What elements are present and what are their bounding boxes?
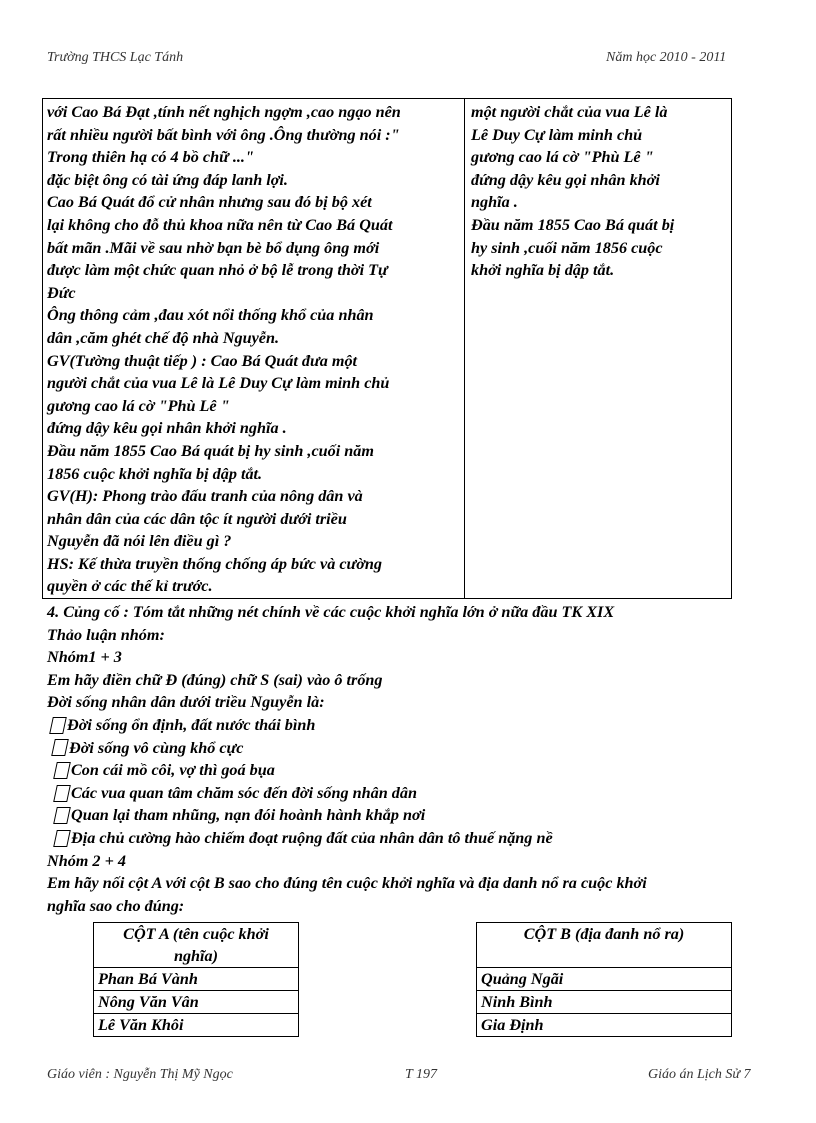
option-label: Quan lại tham nhũng, nạn đói hoành hành khắp nơi [71,806,426,825]
text-line: Cao Bá Quát đổ cử nhân nhưng sau đó bị bộ xét [47,193,372,212]
option-label: Địa chủ cường hào chiếm đoạt ruộng đất của nhân dân tô thuế nặng nề [71,828,553,847]
group-2-4-label: Nhóm 2 + 4 [47,851,126,870]
column-a-cell[interactable]: Lê Văn Khôi [94,1014,299,1037]
answer-box[interactable] [49,717,67,734]
option-label: Con cái mồ côi, vợ thì goá bụa [71,761,275,780]
answer-box[interactable] [51,739,69,756]
text-line: quyền ở các thế kỉ trước. [47,577,213,596]
column-a-header [94,923,299,968]
header-school-year: Năm học 2010 - 2011 [606,50,727,65]
option-row [47,804,787,827]
text-line: Đầu năm 1855 Cao Bá quát bị [471,215,675,234]
column-b-cell[interactable]: Ninh Bình [477,991,732,1014]
option-row [47,782,787,805]
text-line: đứng dậy kêu gọi nhân khởi [471,170,660,189]
option-row [47,714,787,737]
column-b-cell[interactable]: Quảng Ngãi [477,968,732,991]
column-a-header-line: CỘT A (tên cuộc khởi [123,925,269,943]
text-line: Nguyễn đã nói lên điều gì ? [47,532,232,551]
teacher-activity-column [47,101,459,598]
footer-page-number: T 197 [405,1067,438,1082]
column-a-table [93,922,299,1037]
content-column [471,101,729,282]
text-line: Ông thông cảm ,đau xót nổi thống khổ của nhân [47,306,374,325]
answer-box[interactable] [53,785,71,802]
text-line: một người chắt của vua Lê là [471,103,668,121]
text-line: Đầu năm 1855 Cao Bá quát bị hy sinh ,cuối năm [47,441,374,460]
text-line: khởi nghĩa bị dập tắt. [471,261,615,280]
option-label: Đời sống vô cùng khổ cực [69,738,244,757]
option-row [47,737,787,760]
discussion-label: Thảo luận nhóm: [47,625,165,644]
group-1-3-label: Nhóm1 + 3 [47,648,122,667]
section-heading: 4. Củng cố : Tóm tắt những nét chính về các cuộc khởi nghĩa lớn ở nữa đầu TK XIX [47,603,615,621]
column-a-cell[interactable]: Phan Bá Vành [94,968,299,991]
text-line: với Cao Bá Đạt ,tính nết nghịch ngợm ,cao ngạo nên [47,103,401,121]
text-line: dân ,căm ghét chế độ nhà Nguyễn. [47,328,280,347]
option-label: Đời sống ổn định, đất nước thái bình [67,715,316,734]
column-a-cell[interactable]: Nông Văn Vân [94,991,299,1014]
text-line: gương cao lá cờ "Phù Lê " [471,148,654,167]
text-line: 1856 cuộc khởi nghĩa bị dập tắt. [47,464,263,483]
answer-box[interactable] [53,807,71,824]
footer-subject: Giáo án Lịch Sử 7 [648,1067,751,1082]
column-divider [464,99,465,598]
header-school: Trường THCS Lạc Tánh [47,50,184,65]
instruction-true-false: Em hãy điền chữ Đ (đúng) chữ S (sai) vào ô trống [47,670,383,689]
question-text: Đời sống nhân dân dưới triều Nguyễn là: [47,693,325,712]
answer-box[interactable] [53,762,71,779]
text-line: rất nhiều người bất bình với ông .Ông thường nói :" [47,125,400,144]
consolidation-section [47,601,787,917]
column-b-header: CỘT B (địa đanh nổ ra) [477,923,732,968]
instruction-matching: Em hãy nối cột A với cột B sao cho đúng tên cuộc khởi nghĩa và địa danh nổ ra cuộc khởi [47,874,647,893]
text-line: Trong thiên hạ có 4 bồ chữ ..." [47,148,254,167]
text-line: đứng dậy kêu gọi nhân khởi nghĩa . [47,419,287,438]
text-line: Đức [47,283,76,302]
option-row [47,759,787,782]
lesson-table [42,98,732,599]
footer-teacher: Giáo viên : Nguyễn Thị Mỹ Ngọc [47,1067,233,1082]
answer-box[interactable] [53,830,71,847]
text-line: người chắt của vua Lê là Lê Duy Cự làm minh chủ [47,374,390,393]
text-line: đặc biệt ông có tài ứng đáp lanh lợi. [47,170,288,189]
option-row [47,827,787,850]
text-line: Lê Duy Cự làm minh chủ [471,125,643,144]
text-line: GV(Tường thuật tiếp ) : Cao Bá Quát đưa một [47,351,358,370]
column-b-cell[interactable]: Gia Định [477,1014,732,1037]
text-line: nhân dân của các dân tộc ít người dưới triều [47,509,347,528]
text-line: bất mãn .Mãi về sau nhờ bạn bè bổ dụng ông mới [47,238,380,257]
text-line: được làm một chức quan nhỏ ở bộ lễ trong thời Tự [47,261,388,280]
text-line: lại không cho đỗ thủ khoa nữa nên từ Cao Bá Quát [47,215,393,234]
text-line: HS: Kế thừa truyền thống chống áp bức và cường [47,554,383,573]
text-line: GV(H): Phong trào đấu tranh của nông dân và [47,487,363,506]
option-label: Các vua quan tâm chăm sóc đến đời sống nhân dân [71,783,417,802]
column-a-header-line: nghĩa) [173,947,219,965]
column-b-table [476,922,732,1037]
text-line: nghĩa . [471,193,518,212]
instruction-matching-cont: nghĩa sao cho đúng: [47,896,185,915]
text-line: gương cao lá cờ "Phù Lê " [47,396,230,415]
text-line: hy sinh ,cuối năm 1856 cuộc [471,238,663,257]
